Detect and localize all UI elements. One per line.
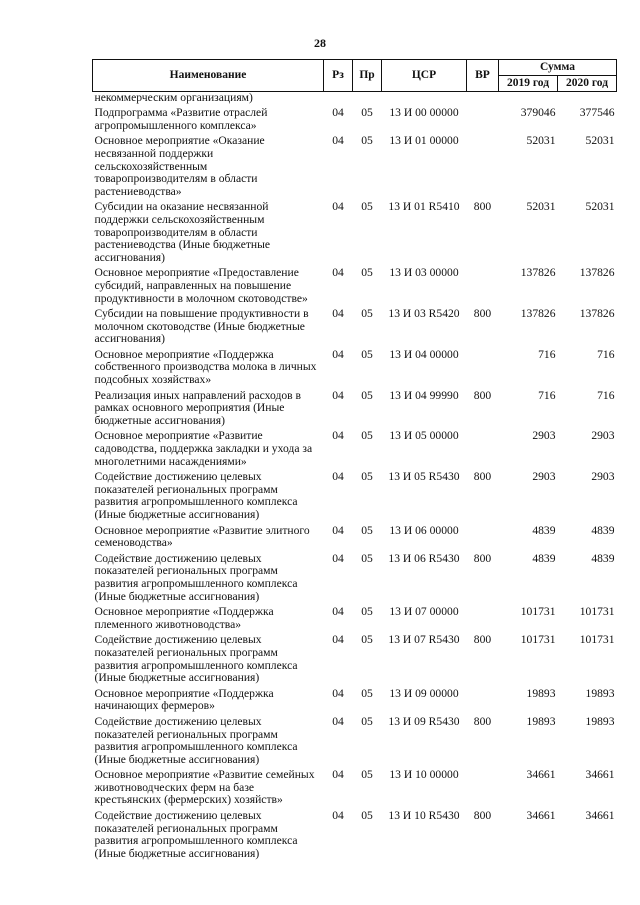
row-rz: 04 bbox=[332, 633, 344, 647]
row-sum-2020: 137826 bbox=[579, 307, 615, 321]
table-row bbox=[93, 267, 617, 308]
row-pr: 05 bbox=[361, 347, 373, 361]
row-vr bbox=[467, 267, 499, 308]
row-pr: 05 bbox=[361, 200, 373, 214]
row-sum-2019: 4839 bbox=[532, 551, 556, 565]
row-sum-2019: 137826 bbox=[520, 266, 556, 280]
row-sum-2019: 52031 bbox=[526, 134, 556, 148]
row-sum-2019: 2903 bbox=[532, 470, 556, 484]
row-name: Основное мероприятие «Развитие семейных животноводческих ферм на базе крестьянских (фермерских) хозяйств» bbox=[94, 768, 315, 807]
row-rz: 04 bbox=[332, 347, 344, 361]
table-row bbox=[93, 308, 617, 349]
row-sum-2020: 101731 bbox=[579, 605, 615, 619]
row-sum-2019: 716 bbox=[538, 347, 556, 361]
table-row bbox=[93, 471, 617, 524]
row-rz bbox=[324, 91, 353, 107]
row-csr: 13 И 09 R5430 bbox=[388, 714, 460, 728]
header-csr: ЦСР bbox=[382, 60, 467, 92]
header-year-2020: 2020 год bbox=[558, 76, 617, 92]
row-rz: 04 bbox=[332, 307, 344, 321]
row-vr bbox=[467, 769, 499, 810]
row-csr: 13 И 07 R5430 bbox=[388, 633, 460, 647]
row-vr: 800 bbox=[473, 470, 492, 484]
row-vr: 800 bbox=[473, 551, 492, 565]
row-rz: 04 bbox=[332, 551, 344, 565]
header-vr: ВР bbox=[467, 60, 499, 92]
table-row bbox=[93, 390, 617, 431]
row-vr bbox=[467, 91, 499, 107]
row-name: Содействие достижению целевых показателей региональных программ развития агропромышленного комплекса (Иные бюджетные ассигнования) bbox=[94, 551, 298, 603]
header-pr: Пр bbox=[353, 60, 382, 92]
row-name: Содействие достижению целевых показателей региональных программ развития агропромышленного комплекса (Иные бюджетные ассигнования) bbox=[94, 470, 298, 521]
row-name: некоммерческим организациям) bbox=[94, 90, 253, 104]
row-vr bbox=[467, 525, 499, 553]
table-row bbox=[93, 430, 617, 471]
row-sum-2019: 4839 bbox=[532, 523, 556, 537]
row-sum-2020: 137826 bbox=[579, 266, 615, 280]
row-vr bbox=[467, 430, 499, 471]
row-pr: 05 bbox=[361, 633, 373, 647]
row-sum-2020 bbox=[558, 91, 617, 107]
row-vr bbox=[467, 606, 499, 634]
row-name: Субсидии на оказание несвязанной поддержки сельскохозяйственным товаропроизводителям в области растениеводства (Иные бюджетные ассигнования) bbox=[94, 200, 271, 264]
row-csr: 13 И 04 00000 bbox=[389, 347, 459, 361]
table-row bbox=[93, 716, 617, 769]
table-row bbox=[93, 107, 617, 135]
budget-table bbox=[92, 59, 617, 863]
row-vr: 800 bbox=[473, 809, 492, 823]
row-rz: 04 bbox=[332, 134, 344, 148]
row-sum-2019: 19893 bbox=[526, 714, 556, 728]
row-sum-2019 bbox=[499, 91, 558, 107]
row-sum-2020: 19893 bbox=[585, 686, 615, 700]
row-rz: 04 bbox=[332, 768, 344, 782]
table-row bbox=[93, 91, 617, 107]
table-row bbox=[93, 135, 617, 201]
table-row bbox=[93, 769, 617, 810]
row-vr: 800 bbox=[473, 307, 492, 321]
header-name: Наименование bbox=[93, 60, 324, 92]
row-vr bbox=[467, 349, 499, 390]
row-rz: 04 bbox=[332, 470, 344, 484]
table-row bbox=[93, 553, 617, 606]
row-pr: 05 bbox=[361, 429, 373, 443]
row-pr: 05 bbox=[361, 134, 373, 148]
row-pr: 05 bbox=[361, 106, 373, 120]
row-name: Основное мероприятие «Предоставление субсидий, направленных на повышение продуктивности в молочном скотоводстве» bbox=[94, 266, 308, 305]
row-pr: 05 bbox=[361, 551, 373, 565]
row-name: Содействие достижению целевых показателей региональных программ развития агропромышленного комплекса (Иные бюджетные ассигнования) bbox=[94, 633, 298, 685]
row-sum-2020: 4839 bbox=[591, 523, 615, 537]
row-csr: 13 И 03 00000 bbox=[389, 266, 459, 280]
row-sum-2019: 2903 bbox=[532, 429, 556, 443]
row-pr: 05 bbox=[361, 523, 373, 537]
row-vr: 800 bbox=[473, 633, 492, 647]
table-row bbox=[93, 201, 617, 267]
table-row bbox=[93, 525, 617, 553]
row-name: Основное мероприятие «Поддержка собственного производства молока в личных подсобных хозяйствах» bbox=[94, 347, 317, 387]
table-body bbox=[93, 91, 617, 863]
table-row bbox=[93, 688, 617, 716]
row-sum-2019: 52031 bbox=[526, 200, 556, 214]
row-sum-2020: 716 bbox=[597, 388, 615, 402]
row-sum-2019: 34661 bbox=[526, 768, 556, 782]
row-name: Основное мероприятие «Оказание несвязанной поддержки сельскохозяйственным товаропроизводителям в области растениеводства» bbox=[94, 134, 265, 198]
row-name: Основное мероприятие «Поддержка племенного животноводства» bbox=[94, 605, 274, 631]
page-number: 28 bbox=[314, 36, 326, 50]
row-sum-2020: 2903 bbox=[591, 470, 615, 484]
row-pr: 05 bbox=[361, 686, 373, 700]
row-sum-2019: 101731 bbox=[520, 633, 556, 647]
row-rz: 04 bbox=[332, 809, 344, 823]
row-sum-2020: 4839 bbox=[591, 551, 615, 565]
row-sum-2020: 716 bbox=[597, 347, 615, 361]
row-rz: 04 bbox=[332, 106, 344, 120]
row-csr bbox=[382, 91, 467, 107]
row-pr: 05 bbox=[361, 266, 373, 280]
table-row bbox=[93, 349, 617, 390]
row-pr: 05 bbox=[361, 307, 373, 321]
table-header bbox=[93, 60, 617, 92]
row-pr: 05 bbox=[361, 470, 373, 484]
row-sum-2020: 377546 bbox=[579, 106, 615, 120]
row-name: Основное мероприятие «Развитие элитного семеноводства» bbox=[94, 523, 310, 550]
table-row bbox=[93, 634, 617, 687]
row-rz: 04 bbox=[332, 686, 344, 700]
row-sum-2019: 19893 bbox=[526, 686, 556, 700]
row-rz: 04 bbox=[332, 388, 344, 402]
row-csr: 13 И 10 R5430 bbox=[388, 809, 460, 823]
table-row bbox=[93, 606, 617, 634]
row-name: Основное мероприятие «Поддержка начинающих фермеров» bbox=[94, 686, 274, 713]
row-rz: 04 bbox=[332, 429, 344, 443]
row-rz: 04 bbox=[332, 605, 344, 619]
row-csr: 13 И 05 00000 bbox=[389, 429, 459, 443]
row-pr: 05 bbox=[361, 714, 373, 728]
row-pr: 05 bbox=[361, 768, 373, 782]
row-name: Субсидии на повышение продуктивности в молочном скотоводстве (Иные бюджетные ассигнования) bbox=[94, 307, 309, 346]
row-sum-2020: 34661 bbox=[585, 768, 615, 782]
row-rz: 04 bbox=[332, 523, 344, 537]
row-csr: 13 И 05 R5430 bbox=[388, 470, 460, 484]
row-sum-2020: 52031 bbox=[585, 134, 615, 148]
row-sum-2020: 34661 bbox=[585, 809, 615, 823]
row-csr: 13 И 06 R5430 bbox=[388, 551, 460, 565]
row-sum-2020: 52031 bbox=[585, 200, 615, 214]
row-sum-2020: 19893 bbox=[585, 714, 615, 728]
row-pr bbox=[353, 91, 382, 107]
row-pr: 05 bbox=[361, 809, 373, 823]
row-sum-2019: 137826 bbox=[520, 307, 556, 321]
row-csr: 13 И 04 99990 bbox=[389, 388, 459, 402]
row-name: Содействие достижению целевых показателей региональных программ развития агропромышленного комплекса (Иные бюджетные ассигнования) bbox=[94, 809, 298, 860]
row-sum-2020: 2903 bbox=[591, 429, 615, 443]
row-csr: 13 И 07 00000 bbox=[389, 605, 459, 619]
row-sum-2019: 379046 bbox=[520, 106, 556, 120]
table-row bbox=[93, 810, 617, 863]
header-year-2019: 2019 год bbox=[499, 76, 558, 92]
row-vr: 800 bbox=[473, 714, 492, 728]
row-csr: 13 И 01 00000 bbox=[389, 134, 459, 148]
row-rz: 04 bbox=[332, 200, 344, 214]
row-pr: 05 bbox=[361, 388, 373, 402]
header-rz: Рз bbox=[324, 60, 353, 92]
row-vr bbox=[467, 107, 499, 135]
row-sum-2020: 101731 bbox=[579, 633, 615, 647]
row-sum-2019: 716 bbox=[538, 388, 556, 402]
row-name: Подпрограмма «Развитие отраслей агропромышленного комплекса» bbox=[94, 106, 268, 132]
row-csr: 13 И 06 00000 bbox=[389, 523, 459, 537]
row-rz: 04 bbox=[332, 714, 344, 728]
row-csr: 13 И 03 R5420 bbox=[388, 307, 460, 321]
row-csr: 13 И 01 R5410 bbox=[388, 200, 460, 214]
row-vr: 800 bbox=[473, 200, 492, 214]
row-sum-2019: 34661 bbox=[526, 809, 556, 823]
row-csr: 13 И 00 00000 bbox=[389, 106, 459, 120]
row-sum-2019: 101731 bbox=[520, 605, 556, 619]
row-csr: 13 И 09 00000 bbox=[389, 686, 459, 700]
row-vr bbox=[467, 688, 499, 716]
row-pr: 05 bbox=[361, 605, 373, 619]
row-csr: 13 И 10 00000 bbox=[389, 768, 459, 782]
row-rz: 04 bbox=[332, 266, 344, 280]
row-name: Основное мероприятие «Развитие садоводства, поддержка закладки и ухода за многолетними насаждениями» bbox=[94, 429, 313, 468]
row-name: Реализация иных направлений расходов в рамках основного мероприятия (Иные бюджетные ассигнования) bbox=[94, 388, 301, 427]
row-name: Содействие достижению целевых показателей региональных программ развития агропромышленного комплекса (Иные бюджетные ассигнования) bbox=[94, 714, 298, 766]
row-vr bbox=[467, 135, 499, 201]
row-vr: 800 bbox=[473, 388, 492, 402]
header-sum: Сумма bbox=[499, 60, 617, 76]
